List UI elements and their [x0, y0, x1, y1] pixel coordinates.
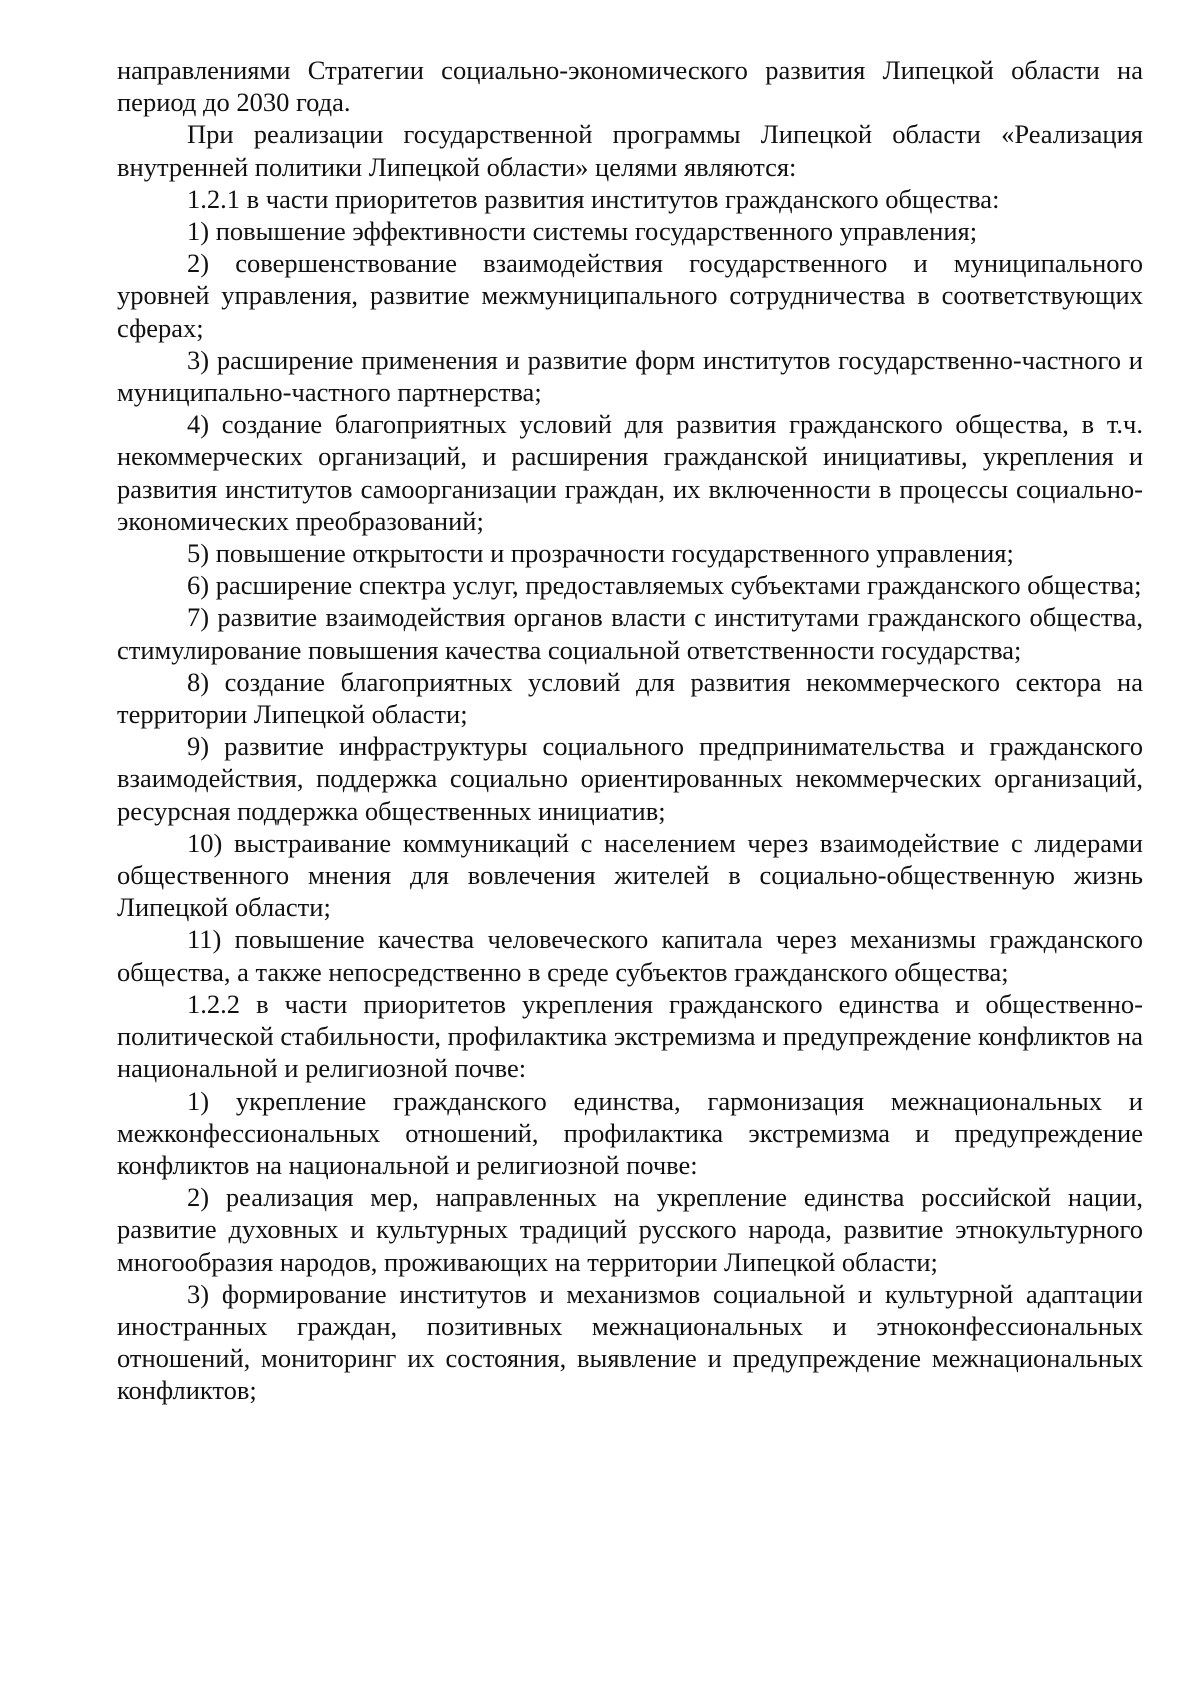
list-item: 9) развитие инфраструктуры социального предпринимательства и гражданского взаимодействия, поддержка социально ориентированных некоммерческих организаций, ресурсная поддержка общественных инициатив;	[117, 731, 1143, 826]
list-item: 2) совершенствование взаимодействия государственного и муниципального уровней управления, развитие межмуниципального сотрудничества в соответствующих сферах;	[117, 248, 1143, 343]
section-heading-1-2-2: 1.2.2 в части приоритетов укрепления гражданского единства и общественно-политической стабильности, профилактика экстремизма и предупреждение конфликтов на национальной и религиозной почве:	[117, 988, 1143, 1084]
list-item: 2) реализация мер, направленных на укрепление единства российской нации, развитие духовных и культурных традиций русского народа, развитие этнокультурного многообразия народов, проживающих на территории Липецкой области;	[117, 1182, 1143, 1277]
list-item: 8) создание благоприятных условий для развития некоммерческого сектора на территории Липецкой области;	[117, 666, 1143, 730]
paragraph-goals-intro: При реализации государственной программы Липецкой области «Реализация внутренней политики Липецкой области» целями являются:	[117, 119, 1143, 182]
list-item: 11) повышение качества человеческого капитала через механизмы гражданского общества, а также непосредственно в среде субъектов гражданского общества;	[117, 924, 1143, 987]
list-item: 3) расширение применения и развитие форм институтов государственно-частного и муниципально-частного партнерства;	[117, 344, 1143, 408]
list-item: 4) создание благоприятных условий для развития гражданского общества, в т.ч. некоммерческих организаций, и расширения гражданской инициативы, укрепления и развития институтов самоорганизации граждан, их включенности в процессы социально-экономических преобразований;	[117, 409, 1143, 536]
list-item: 1) повышение эффективности системы государственного управления;	[187, 216, 978, 247]
list-item: 7) развитие взаимодействия органов власти с институтами гражданского общества, стимулирование повышения качества социальной ответственности государства;	[117, 602, 1143, 665]
list-item: 6) расширение спектра услуг, предоставляемых субъектами гражданского общества;	[187, 570, 1142, 601]
paragraph-continuation: направлениями Стратегии социально-экономического развития Липецкой области на период до 2030 года.	[117, 55, 1143, 118]
list-item: 3) формирование институтов и механизмов социальной и культурной адаптации иностранных граждан, позитивных межнациональных и этноконфессиональных отношений, мониторинг их состояния, выявление и предупреждение межнациональных конфликтов;	[117, 1278, 1143, 1406]
section-heading-1-2-1: 1.2.1 в части приоритетов развития институтов гражданского общества:	[187, 183, 1000, 214]
list-item: 5) повышение открытости и прозрачности государственного управления;	[187, 538, 1014, 569]
document-page	[117, 54, 1143, 1407]
list-item: 1) укрепление гражданского единства, гармонизация межнациональных и межконфессиональных отношений, профилактика экстремизма и предупреждение конфликтов на национальной и религиозной почве:	[117, 1085, 1143, 1180]
list-item: 10) выстраивание коммуникаций с населением через взаимодействие с лидерами общественного мнения для вовлечения жителей в социально-общественную жизнь Липецкой области;	[117, 827, 1143, 923]
